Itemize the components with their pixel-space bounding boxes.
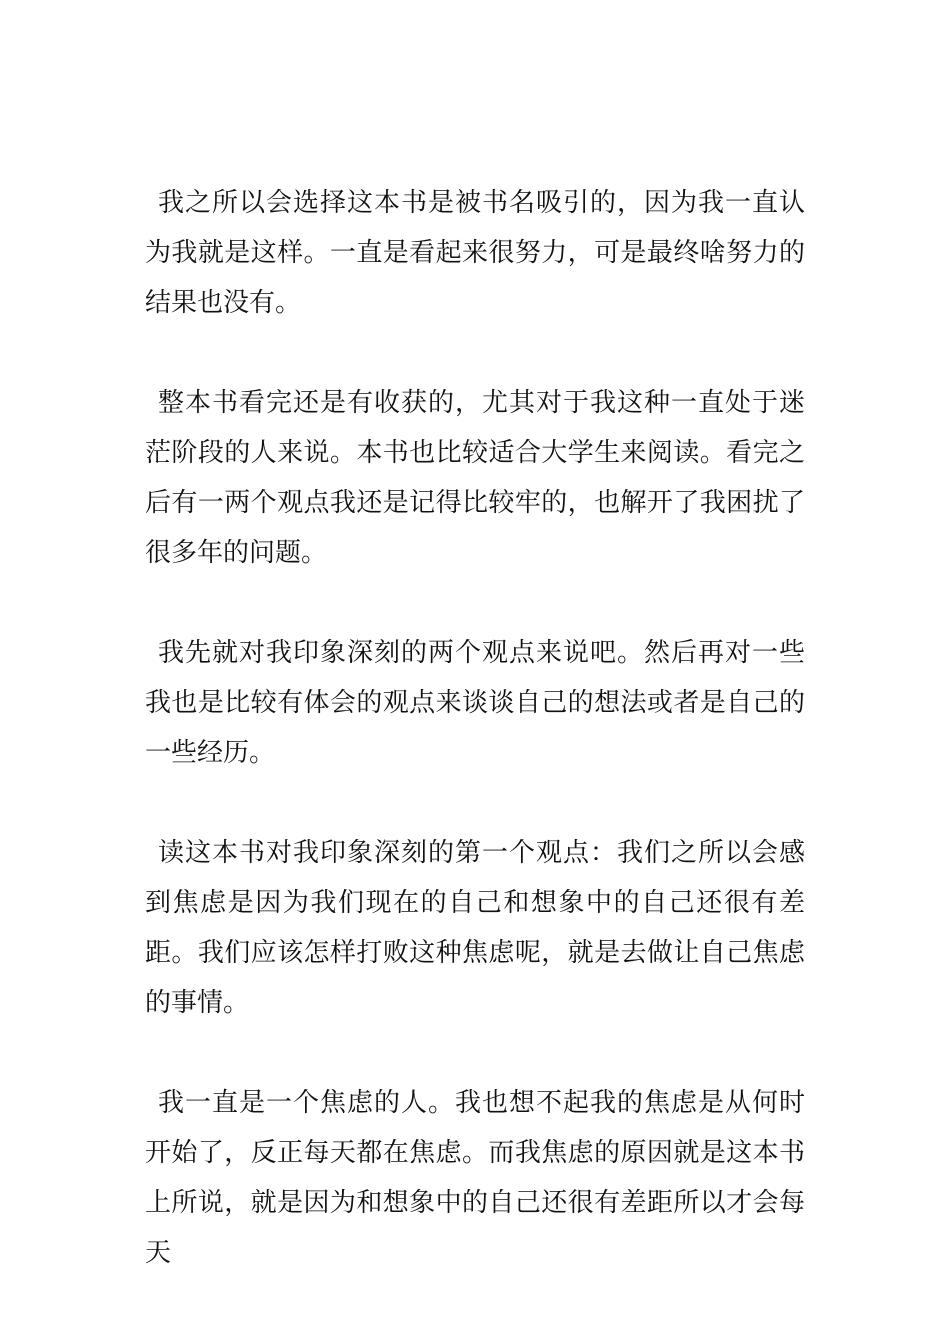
paragraph-1: 我之所以会选择这本书是被书名吸引的，因为我一直认为我就是这样。一直是看起来很努力，可是最终啥努力的结果也没有。 [145,188,805,318]
paragraph-5: 我一直是一个焦虑的人。我也想不起我的焦虑是从何时开始了，反正每天都在焦虑。而我焦虑的原因就是这本书上所说，就是因为和想象中的自己还很有差距所以才会每天 [145,1088,805,1268]
document-body [145,178,805,1328]
paragraph-4: 读这本书对我印象深刻的第一个观点：我们之所以会感到焦虑是因为我们现在的自己和想象中的自己还很有差距。我们应该怎样打败这种焦虑呢，就是去做让自己焦虑的事情。 [145,838,805,1018]
paragraph-3: 我先就对我印象深刻的两个观点来说吧。然后再对一些我也是比较有体会的观点来谈谈自己的想法或者是自己的一些经历。 [145,638,805,768]
paragraph-2: 整本书看完还是有收获的，尤其对于我这种一直处于迷茫阶段的人来说。本书也比较适合大学生来阅读。看完之后有一两个观点我还是记得比较牢的，也解开了我困扰了很多年的问题。 [145,388,805,568]
